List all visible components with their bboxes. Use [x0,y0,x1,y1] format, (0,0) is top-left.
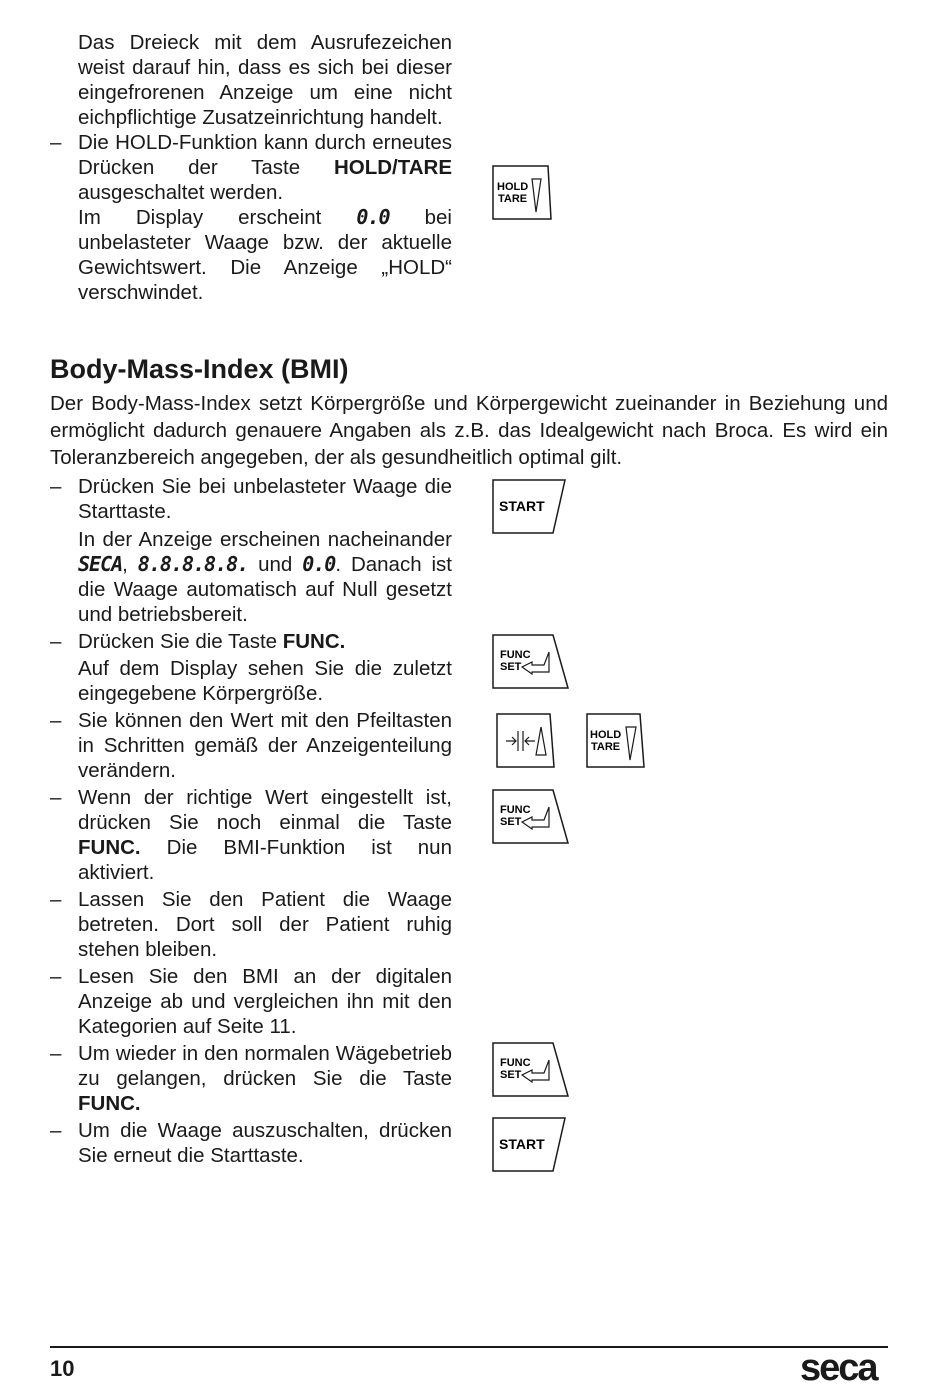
list-dash: – [50,131,62,154]
list-dash: – [50,786,62,809]
list-dash: – [50,475,62,498]
list-item-sub: Auf dem Display sehen Sie die zuletzt eingegebene Körpergröße. [78,657,452,705]
list-dash: – [50,709,62,732]
brand-logo: seca [800,1347,877,1389]
list-item-sub [50,527,452,627]
list-item [50,887,452,962]
key-label: FUNC [500,649,531,661]
text: In der Anzeige erscheinen nacheinander [78,528,452,551]
lcd-readout: 0.0 [356,205,390,229]
lcd-readout: SECA [78,552,123,576]
footer-divider [50,1346,888,1348]
text: Wenn der richtige Wert eingestellt ist, drücken Sie noch einmal die Taste [78,786,452,834]
key-label: SET [500,1069,522,1081]
list-item [50,629,452,654]
text: Die BMI-Funktion ist nun aktiviert. [78,836,452,884]
text: Die HOLD-Funktion kann durch erneutes Drücken der Taste [78,131,452,179]
key-label: TARE [591,741,621,753]
bold-key-name: HOLD/TARE [333,156,452,179]
hold-tare-key-icon [492,165,552,220]
lcd-readout: 0.0 [302,552,336,576]
page-number: 10 [50,1356,75,1381]
section-title: Body-Mass-Index (BMI) [50,354,349,384]
hold-tare-key-icon [586,713,646,769]
start-key-icon [492,1117,567,1172]
key-label: START [499,498,545,514]
steps-list [50,474,452,1168]
key-label: HOLD [497,181,529,193]
section-intro: Der Body-Mass-Index setzt Körpergröße und Körpergewicht zueinander in Beziehung und ermöglicht dadurch genauere Angaben als z.B. das Idealgewicht nach Broca. Es wird ein Toleranzbereich angegeben, der als gesundheitlich optimal gilt. [50,392,888,469]
list-dash: – [50,1042,62,1065]
key-label: TARE [498,193,528,205]
bold-key-name: FUNC. [282,630,346,653]
list-item [50,1041,452,1116]
paragraph-continuation: Das Dreieck mit dem Ausrufezeichen weist darauf hin, dass es sich bei dieser eingefrorenen Anzeige um eine nicht eichpflichtige Zusatzeinrichtung handelt. [78,31,452,129]
start-key-icon [492,479,567,534]
text: Drücken Sie bei unbelasteter Waage die Starttaste. [78,475,452,523]
lcd-readout: 8.8.8.8.8. [137,552,249,576]
text: Um wieder in den normalen Wägebetrieb zu gelangen, drücken Sie die Taste [78,1042,452,1090]
key-label: START [499,1136,545,1152]
list-item [50,785,452,885]
list-item [50,964,452,1039]
list-dash: – [50,888,62,911]
text: Im Display erscheint [78,206,357,229]
key-label: FUNC [500,1057,531,1069]
text: bei unbelasteter Waage bzw. der aktuelle Gewichtswert. Die Anzeige „HOLD“ verschwindet. [78,206,452,304]
list-item [50,708,452,783]
text: Lesen Sie den BMI an der digitalen Anzeige ab und vergleichen ihn mit den Kategorien auf Seite 11. [78,965,452,1038]
text: Lassen Sie den Patient die Waage betreten. Dort soll der Patient ruhig stehen bleiben. [78,888,452,961]
text: Drücken Sie die Taste [78,630,283,653]
bold-key-name: FUNC. [78,836,141,859]
text: Sie können den Wert mit den Pfeiltasten in Schritten gemäß der Anzeigenteilung verändern. [78,709,452,782]
text: und [248,553,303,576]
text: . Danach ist die Waage automatisch auf Null gesetzt und betriebsbereit. [78,553,452,626]
list-item [50,1118,452,1168]
list-dash: – [50,630,62,653]
paragraph-display [50,205,452,305]
list-dash: – [50,1119,62,1142]
text: , [122,553,138,576]
func-set-key-icon [492,789,570,845]
key-label: FUNC [500,804,531,816]
func-set-key-icon [492,634,570,690]
bold-key-name: FUNC. [78,1092,141,1115]
list-item [50,474,452,524]
key-label: SET [500,661,522,673]
arrow-key-icon [496,713,556,769]
key-label: SET [500,816,522,828]
list-dash: – [50,965,62,988]
text: Um die Waage auszuschalten, drücken Sie erneut die Starttaste. [78,1119,452,1167]
func-set-key-icon [492,1042,570,1098]
list-item-hold-off [50,130,452,205]
key-label: HOLD [590,729,622,741]
text: ausgeschaltet werden. [78,181,284,204]
top-text-block [50,30,452,305]
